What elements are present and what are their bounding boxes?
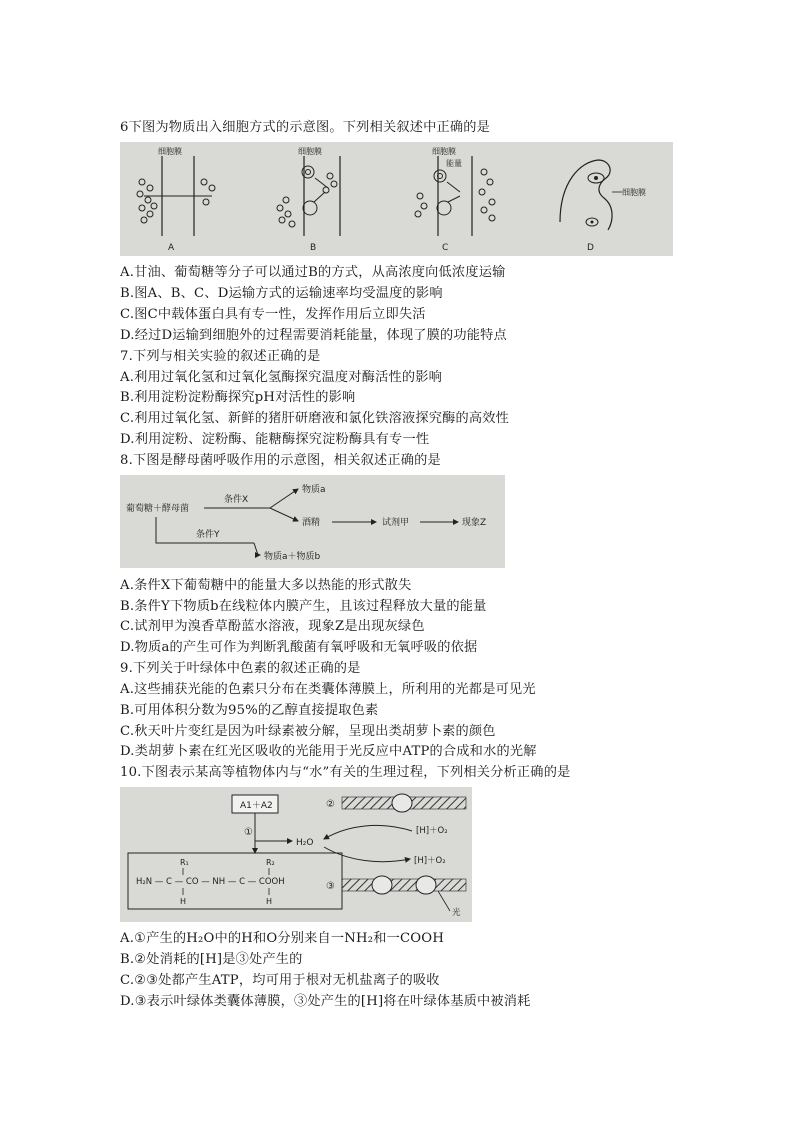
panel-a-diagram: [137, 146, 215, 253]
svg-text:细胞膜: 细胞膜: [158, 147, 182, 156]
q8-option-a: A.条件X下葡萄糖中的能量大多以热能的形式散失: [120, 578, 412, 593]
h-o2-top: [H]＋O₂: [416, 826, 448, 836]
flow-substance-a: 物质a: [302, 485, 326, 495]
q8-stem: 8.下图是酵母菌呼吸作用的示意图，相关叙述正确的是: [120, 453, 441, 468]
mark-2: ②: [326, 799, 335, 810]
q10-option-b: B.②处消耗的[H]是③处产生的: [120, 952, 303, 967]
q7-option-a: A.利用过氧化氢和过氧化氢酶探究温度对酶活性的影响: [120, 370, 443, 385]
r2-label: R₂: [266, 858, 275, 867]
q10-option-d: D.③表示叶绿体类囊体薄膜，③处产生的[H]将在叶绿体基质中被消耗: [120, 994, 531, 1009]
q6-option-d: D.经过D运输到细胞外的过程需要消耗能量，体现了膜的功能特点: [120, 328, 507, 343]
svg-text:B: B: [310, 243, 317, 253]
q6-option-b: B.图A、B、C、D运输方式的运输速率均受温度的影响: [120, 286, 443, 301]
q6-option-a: A.甘油、葡萄糖等分子可以通过B的方式，从高浓度向低浓度运输: [120, 265, 506, 280]
svg-text:能量: 能量: [446, 159, 462, 168]
flow-reagent: 试剂甲: [382, 518, 410, 528]
q9-option-b: B.可用体积分数为95%的乙醇直接提取色素: [120, 703, 379, 718]
r1-label: R₁: [180, 858, 189, 867]
panel-b-diagram: [277, 146, 340, 253]
reactants-label: A1＋A2: [240, 801, 273, 811]
q9-stem: 9.下列关于叶绿体中色素的叙述正确的是: [120, 661, 361, 676]
svg-text:D: D: [587, 243, 594, 253]
svg-text:细胞膜: 细胞膜: [622, 188, 646, 197]
panel-c-diagram: [415, 146, 495, 253]
flow-cond-x: 条件X: [224, 495, 249, 505]
mark-3: ③: [326, 881, 335, 892]
panel-d-diagram: [560, 160, 646, 253]
q10-option-c: C.②③处都产生ATP，均可用于根对无机盐离子的吸收: [120, 973, 440, 988]
q7-stem: 7.下列与相关实验的叙述正确的是: [120, 349, 321, 364]
flow-start: 葡萄糖＋酵母菌: [126, 504, 190, 514]
q7-option-c: C.利用过氧化氢、新鲜的猪肝研磨液和氯化铁溶液探究酶的高效性: [120, 411, 510, 426]
q7-option-d: D.利用淀粉、淀粉酶、能糖酶探究淀粉酶具有专一性: [120, 432, 430, 447]
h2-label: H: [266, 897, 273, 906]
q10-stem: 10.下图表示某高等植物体内与“水”有关的生理过程，下列相关分析正确的是: [120, 765, 571, 780]
svg-text:细胞膜: 细胞膜: [298, 147, 322, 156]
q9-option-c: C.秋天叶片变红是因为叶绿素被分解，呈现出类胡萝卜素的颜色: [120, 724, 496, 739]
q9-option-a: A.这些捕获光能的色素只分布在类囊体薄膜上，所利用的光都是可见光: [120, 682, 536, 697]
svg-text:细胞膜: 细胞膜: [432, 147, 456, 156]
flow-products-y: 物质a＋物质b: [264, 552, 321, 562]
q8-option-c: C.试剂甲为溴香草酚蓝水溶液，现象Z是出现灰绿色: [120, 619, 425, 634]
q6-option-c: C.图C中载体蛋白具有专一性，发挥作用后立即失活: [120, 307, 426, 322]
flow-phenomenon: 现象Z: [462, 518, 487, 528]
q6-figure: [120, 142, 673, 256]
h1-label: H: [180, 897, 187, 906]
q8-option-b: B.条件Y下物质b在线粒体内膜产生，且该过程释放大量的能量: [120, 599, 487, 614]
svg-text:A: A: [168, 243, 175, 253]
q8-option-d: D.物质a的产生可作为判断乳酸菌有氧呼吸和无氧呼吸的依据: [120, 640, 478, 655]
q7-option-b: B.利用淀粉淀粉酶探究pH对活性的影响: [120, 390, 356, 405]
water-label: H₂O: [296, 838, 314, 848]
flow-alcohol: 酒精: [302, 518, 321, 528]
light-label: 光: [452, 908, 461, 918]
q9-option-d: D.类胡萝卜素在红光区吸收的光能用于光反应中ATP的合成和水的光解: [120, 744, 537, 759]
svg-text:C: C: [442, 243, 449, 253]
mark-1: ①: [244, 827, 253, 838]
peptide-formula: H₂N — C — CO — NH — C — COOH: [136, 877, 285, 887]
q8-figure: [120, 475, 505, 568]
q10-option-a: A.①产生的H₂O中的H和O分别来自一NH₂和一COOH: [120, 931, 445, 946]
flow-cond-y: 条件Y: [196, 530, 220, 540]
q10-figure: [120, 787, 472, 922]
q6-stem: 6下图为物质出入细胞方式的示意图。下列相关叙述中正确的是: [120, 120, 491, 135]
h-o2-bottom: [H]＋O₂: [414, 856, 446, 866]
